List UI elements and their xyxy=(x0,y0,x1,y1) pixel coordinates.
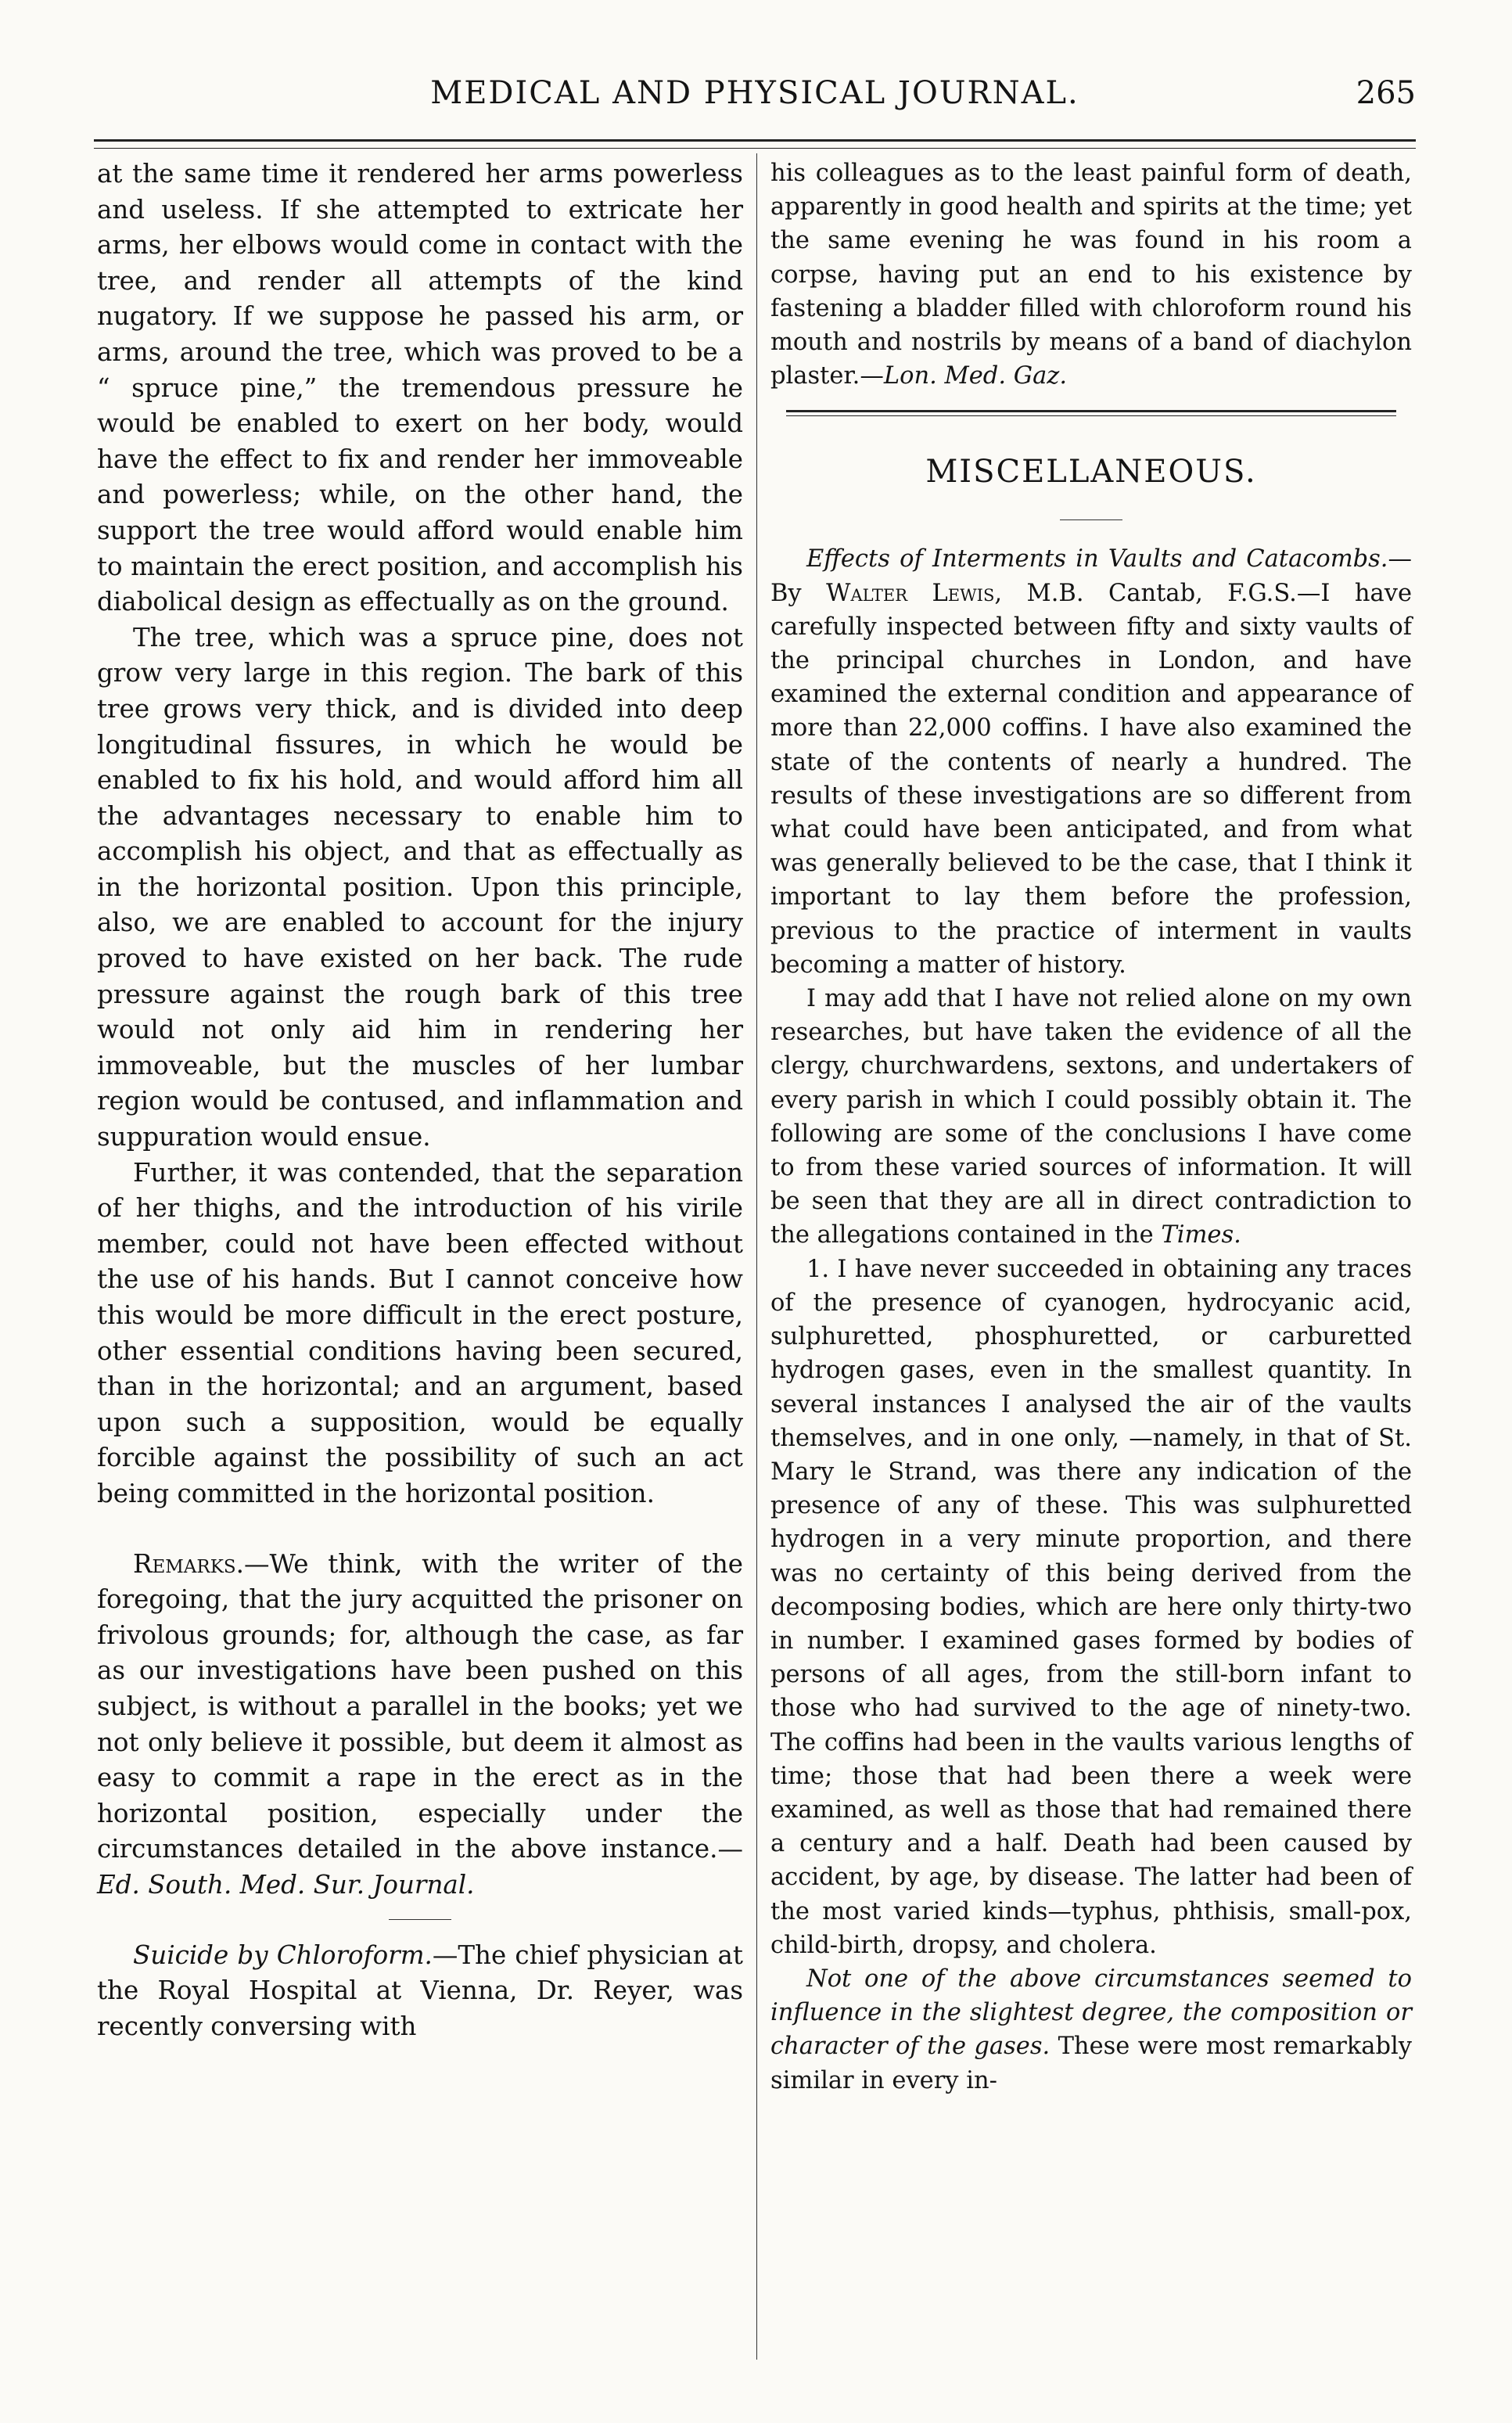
paragraph xyxy=(770,1962,1412,2098)
right-column xyxy=(770,156,1412,2098)
running-header xyxy=(94,75,1416,122)
suicide-text: —The chief physician at the Royal Hospital at Vienna, Dr. Reyer, was recently conversing with xyxy=(97,1939,743,2041)
suicide-source: Lon. Med. Gaz. xyxy=(883,362,1068,390)
header-rule xyxy=(94,139,1416,149)
article-text: These were most remarkably similar in every in- xyxy=(770,2033,1412,2094)
paragraph: The tree, which was a spruce pine, does not grow very large in this region. The bark of this tree grows very thick, and is divided into deep longitudinal fissures, in which he would be enabled to fix his hold, and would afford him all the advantages necessary to enable him to accomplish his object, and that as effectually as in the horizontal position. Upon this principle, also, we are enabled to account for the injury proved to have existed on her back. The rude pressure against the rough bark of this tree would not only aid him in rendering her immoveable, but the muscles of her lumbar region would be contused, and inflammation and suppuration would ensue. xyxy=(97,622,743,1152)
separator-rule xyxy=(770,499,1412,542)
section-heading: MISCELLANEOUS. xyxy=(925,454,1257,491)
remarks-paragraph xyxy=(97,1547,743,1904)
article-paragraph xyxy=(770,542,1412,982)
separator-rule xyxy=(97,1904,743,1938)
suicide-title: Suicide by Chloroform. xyxy=(133,1939,433,1970)
paragraph: Further, it was contended, that the separation of her thighs, and the introduction of his virile member, could not have been effected without the use of his hands. But I cannot conceive how this would be more difficult in the erect posture, other essential conditions having been secured, than in the horizontal; and an argument, based upon such a supposition, would be equally forcible against the possibility of such an act being committed in the horizontal position. xyxy=(97,1157,743,1508)
suicide-continued: his colleagues as to the least painful form of death, apparently in good health and spirits at the time; yet the same evening he was found in his room a corpse, having put an end to his existence by fastening a bladder filled with chloroform round his mouth and nostrils by means of a band of diachylon plaster.— xyxy=(770,160,1412,390)
times-ref: Times. xyxy=(1161,1221,1241,1249)
remarks-source: Ed. South. Med. Sur. Journal. xyxy=(97,1869,475,1900)
article-text: I may add that I have not relied alone on my own researches, but have taken the evidence of all the clergy, churchwardens, sextons, and undertakers of every parish in which I could possibly obtain it. The following are some of the conclusions I have come to from these varied sources of information. It will be seen that they are all in direct contradiction to the allegations contained in the xyxy=(770,985,1412,1249)
column-divider xyxy=(756,153,757,2360)
remarks-label: Remarks. xyxy=(133,1548,245,1579)
article-text: —I have carefully inspected between fifty and sixty vaults of the principal churches in London, and have examined the external condition and appearance of more than 22,000 coffins. I have also examined the state of the contents of nearly a hundred. The results of these investigations are so different from what could have been anticipated, and from what was generally believed to be the case, that I think it important to lay them before the profession, previous to the practice of interment in vaults becoming a matter of history. xyxy=(770,579,1412,979)
emphasis-text: Not one of the above circumstances seemed to influence in the slightest degree, the composition or character of the gases. xyxy=(770,1965,1412,2061)
page-number: 265 xyxy=(1356,75,1416,111)
paragraph: 1. I have never succeeded in obtaining any traces of the presence of cyanogen, hydrocyanic acid, sulphuretted, phosphuretted, or carburetted hydrogen gases, even in the smallest quantity. In several instances I analysed the air of the vaults themselves, and in one only, —namely, in that of St. Mary le Strand, was there any indication of the presence of any of these. This was sulphuretted hydrogen in a very minute proportion, and there was no certainty of this being derived from the decomposing bodies, which are here only thirty-two in number. I examined gases formed by bodies of persons of all ages, from the still-born infant to those who had survived to the age of ninety-two. The coffins had been in the vaults various lengths of time; those that had been there a week were examined, as well as those that had remained there a century and a half. Death had been caused by accident, by age, by disease. The latter had been of the most varied kinds—typhus, phthisis, small-pox, child-birth, dropsy, and cholera. xyxy=(770,1255,1412,1959)
left-column xyxy=(97,156,743,2044)
paragraph xyxy=(770,982,1412,1253)
article-by: —By xyxy=(770,545,1412,607)
remarks-text: —We think, with the writer of the foregoing, that the jury acquitted the prisoner on frivolous grounds; for, although the case, as far as our investigations have been pushed on this subject, is without a parallel in the books; yet we not only believe it possible, but deem it almost as easy to commit a rape in the erect as in the horizontal position, especially under the circumstances detailed in the above instance.— xyxy=(97,1548,743,1864)
spacer xyxy=(97,1512,743,1547)
suicide-paragraph xyxy=(97,1938,743,2045)
article-title: Effects of Interments in Vaults and Catacombs. xyxy=(806,545,1388,573)
section-rule xyxy=(770,393,1412,440)
article-author: Walter Lewis xyxy=(826,579,995,607)
article-degree: , M.B. Cantab, F.G.S. xyxy=(994,579,1297,607)
paragraph xyxy=(770,156,1412,393)
paragraph: at the same time it rendered her arms powerless and useless. If she attempted to extricate her arms, her elbows would come in contact with the tree, and render all attempts of the kind nugatory. If we suppose he passed his arm, or arms, around the tree, which was proved to be a “ spruce pine,” the tremendous pressure he would be enabled to exert on her body, would have the effect to fix and render her immoveable and powerless; while, on the other hand, the support the tree would afford would enable him to maintain the erect position, and accomplish his diabolical design as effectually as on the ground. xyxy=(97,159,743,617)
journal-title: MEDICAL AND PHYSICAL JOURNAL. xyxy=(430,75,1079,111)
